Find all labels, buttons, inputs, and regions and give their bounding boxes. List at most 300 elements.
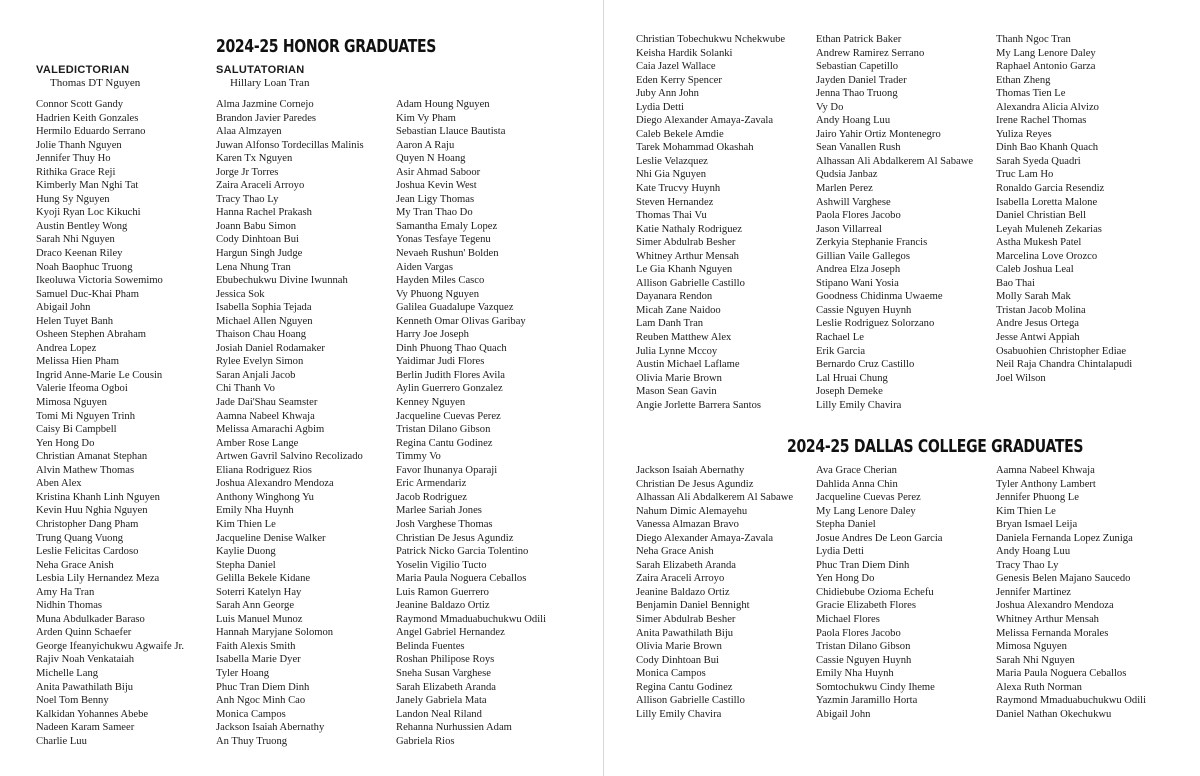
graduate-name: Ava Grace Cherian — [816, 465, 897, 476]
graduate-name: Lilly Emily Chavira — [636, 708, 722, 720]
graduate-name: Rajiv Noah Venkataiah — [36, 654, 135, 666]
graduate-name: Chidiebube Ozioma Echefu — [816, 586, 934, 598]
graduate-name: Michael Allen Nguyen — [216, 315, 313, 327]
graduate-name: Yen Hong Do — [36, 437, 95, 449]
graduate-name: Truc Lam Ho — [996, 169, 1054, 181]
graduate-name: An Thuy Truong — [216, 735, 288, 747]
graduate-name: Eden Kerry Spencer — [636, 74, 722, 86]
graduate-name: Hanna Rachel Prakash — [216, 207, 312, 219]
graduate-name: Jesse Antwi Appiah — [996, 332, 1080, 344]
graduate-name: Lydia Detti — [816, 546, 864, 558]
graduate-name: Alvin Mathew Thomas — [36, 464, 135, 476]
graduate-name: Jeanine Baldazo Ortiz — [636, 586, 730, 598]
graduate-name: Monica Campos — [216, 708, 286, 720]
graduate-name: Rachael Le — [816, 332, 864, 344]
graduate-name: Lam Danh Tran — [636, 318, 704, 330]
graduate-name: Jayden Daniel Trader — [816, 74, 907, 86]
graduate-name: Samuel Duc-Khai Pham — [36, 288, 139, 300]
graduate-name: Aaron A Raju — [396, 139, 455, 151]
graduate-name: Joel Wilson — [996, 372, 1046, 384]
graduate-name: Samantha Emaly Lopez — [396, 220, 498, 232]
graduate-name: Mimosa Nguyen — [36, 397, 107, 409]
graduate-name: Draco Keenan Riley — [36, 248, 123, 260]
graduate-name: Katie Nathaly Rodriguez — [636, 223, 742, 235]
graduate-name: Melissa Hien Pham — [36, 356, 119, 368]
graduate-name: Isabella Sophia Tejada — [216, 302, 312, 314]
graduate-name: My Lang Lenore Daley — [816, 505, 916, 517]
graduate-name: Maria Paula Noguera Ceballos — [396, 573, 527, 585]
graduate-name: Qudsia Janbaz — [816, 169, 878, 181]
graduate-name: Nidhin Thomas — [36, 600, 103, 612]
graduate-name: Kyoji Ryan Loc Kikuchi — [36, 207, 141, 219]
graduate-name: Abigail John — [816, 708, 871, 720]
graduate-name: Galilea Guadalupe Vazquez — [396, 302, 514, 314]
graduate-name: Ebubechukwu Divine Iwunnah — [216, 275, 348, 287]
honor-column-2 — [216, 98, 401, 748]
salutatorian-label: SALUTATORIAN — [216, 64, 305, 76]
honor-column-5 — [816, 33, 1001, 412]
graduate-name: Harry Joe Joseph — [396, 329, 469, 341]
graduate-name: Keisha Hardik Solanki — [636, 47, 733, 59]
graduate-name: Sean Vanallen Rush — [816, 142, 901, 154]
graduate-name: Hayden Miles Casco — [396, 275, 485, 287]
graduate-name: Daniel Christian Bell — [996, 210, 1087, 222]
dallas-college-graduates-heading: 2024-25 DALLAS COLLEGE GRADUATES — [787, 436, 1084, 457]
graduate-name: Yaidimar Judi Flores — [396, 356, 485, 368]
graduate-name: Jorge Jr Torres — [216, 166, 279, 178]
honor-column-6 — [996, 33, 1181, 385]
graduate-name: Daniel Nathan Okechukwu — [996, 708, 1112, 720]
graduate-name: Raphael Antonio Garza — [996, 61, 1096, 73]
graduate-name: Whitney Arthur Mensah — [636, 250, 739, 262]
graduate-name: Valerie Ifeoma Ogboi — [36, 383, 128, 395]
graduate-name: Zaira Araceli Arroyo — [216, 180, 305, 192]
graduate-name: Emily Nha Huynh — [216, 505, 294, 517]
graduate-name: Andrew Ramirez Serrano — [816, 47, 925, 59]
graduate-name: Thomas Thai Vu — [636, 210, 707, 222]
graduate-name: Landon Neal Riland — [396, 708, 482, 720]
graduate-name: Eric Armendariz — [396, 478, 467, 490]
graduate-name: Angie Jorlette Barrera Santos — [636, 399, 762, 411]
graduate-name: Stipano Wani Yosia — [816, 277, 899, 289]
graduate-name: Sarah Syeda Quadri — [996, 155, 1081, 167]
graduate-name: Jacqueline Denise Walker — [216, 532, 326, 544]
graduate-name: Christian Tobechukwu Nchekwube — [636, 34, 786, 45]
graduate-name: Molly Sarah Mak — [996, 291, 1071, 303]
graduate-name: Yoselin Vigilio Tucto — [396, 559, 487, 571]
graduate-name: Lesbia Lily Hernandez Meza — [36, 573, 160, 585]
graduate-name: Jennifer Phuong Le — [996, 492, 1079, 504]
graduate-name: Melissa Fernanda Morales — [996, 627, 1109, 639]
graduate-name: Alma Jazmine Cornejo — [216, 99, 314, 110]
graduate-name: Stepha Daniel — [816, 519, 876, 531]
graduate-name: Kevin Huu Nghia Nguyen — [36, 505, 148, 517]
graduate-name: Arden Quinn Schaefer — [36, 627, 132, 639]
graduate-name: Raymond Mmaduabuchukwu Odili — [396, 613, 547, 625]
graduate-name: Gillian Vaile Gallegos — [816, 250, 910, 262]
graduate-name: Aamna Nabeel Khwaja — [996, 465, 1095, 476]
graduate-name: Tyler Anthony Lambert — [996, 478, 1096, 490]
salutatorian-block — [216, 64, 401, 89]
graduate-name: Jade Dai'Shau Seamster — [216, 397, 318, 409]
graduate-name: Erik Garcia — [816, 345, 866, 357]
graduate-name: Alaa Almzayen — [216, 126, 282, 138]
graduate-name: Aiden Vargas — [396, 261, 453, 273]
graduate-name: Phuc Tran Diem Dinh — [216, 681, 310, 693]
salutatorian-name: Hillary Loan Tran — [230, 77, 310, 89]
graduate-name: Diego Alexander Amaya-Zavala — [636, 115, 774, 127]
graduate-name: Charlie Luu — [36, 735, 87, 747]
graduate-name: Juby Ann John — [636, 88, 699, 100]
valedictorian-label: VALEDICTORIAN — [36, 64, 130, 76]
dallas-column-3 — [996, 464, 1181, 721]
valedictorian-name: Thomas DT Nguyen — [50, 77, 141, 89]
graduate-name: Ronaldo Garcia Resendiz — [996, 183, 1105, 195]
graduate-name: George Ifeanyichukwu Agwaife Jr. — [36, 640, 185, 652]
graduate-name: Lilly Emily Chavira — [816, 399, 902, 411]
graduate-name: Ethan Zheng — [996, 74, 1051, 86]
graduate-name: Melissa Amarachi Agbim — [216, 424, 325, 436]
graduate-name: Kate Trucvy Huynh — [636, 183, 721, 195]
graduate-name: Sarah Nhi Nguyen — [36, 234, 115, 246]
graduate-name: Faith Alexis Smith — [216, 640, 296, 652]
graduate-name: Jason Villarreal — [816, 223, 882, 235]
graduate-name: Astha Mukesh Patel — [996, 237, 1082, 249]
graduate-name: Olivia Marie Brown — [636, 372, 722, 384]
graduate-name: Sarah Elizabeth Aranda — [636, 559, 737, 571]
graduate-name: Jacob Rodriguez — [396, 491, 467, 503]
graduate-name: Trung Quang Vuong — [36, 532, 124, 544]
graduate-name: Ethan Patrick Baker — [816, 34, 902, 45]
graduate-name: Tarek Mohammad Okashah — [636, 142, 754, 154]
graduate-name: Thomas Tien Le — [996, 88, 1066, 100]
graduate-name: Alexa Ruth Norman — [996, 681, 1082, 693]
graduate-name: Diego Alexander Amaya-Zavala — [636, 532, 774, 544]
graduate-name: Austin Michael Laflame — [636, 359, 740, 371]
graduate-name: Cody Dinhtoan Bui — [216, 234, 299, 246]
graduate-name: Dinh Phuong Thao Quach — [396, 342, 507, 354]
graduate-name: Allison Gabrielle Castillo — [636, 695, 745, 707]
graduate-name: Cassie Nguyen Huynh — [816, 654, 912, 666]
graduate-name: Mimosa Nguyen — [996, 641, 1067, 653]
graduate-name: Leslie Felicitas Cardoso — [36, 546, 139, 558]
graduate-name: Gelilla Bekele Kidane — [216, 573, 311, 585]
graduate-name: Ingrid Anne-Marie Le Cousin — [36, 369, 163, 381]
graduate-name: Raymond Mmaduabuchukwu Odili — [996, 695, 1147, 707]
graduate-name: Roshan Philipose Roys — [396, 654, 495, 666]
graduate-name: Tomi Mi Nguyen Trinh — [36, 410, 136, 422]
graduate-name: Phuc Tran Diem Dinh — [816, 559, 910, 571]
graduate-name: Paola Flores Jacobo — [816, 210, 901, 222]
graduate-name: Jairo Yahir Ortiz Montenegro — [816, 128, 941, 140]
graduate-name: Bernardo Cruz Castillo — [816, 359, 915, 371]
graduate-name: Josiah Daniel Rodamaker — [216, 342, 325, 354]
graduate-name: Lal Hruai Chung — [816, 372, 888, 384]
graduate-name: Maria Paula Noguera Ceballos — [996, 668, 1127, 680]
graduate-name: Daniela Fernanda Lopez Zuniga — [996, 532, 1133, 544]
graduate-name: Hannah Maryjane Solomon — [216, 627, 334, 639]
graduate-name: Neha Grace Anish — [636, 546, 714, 558]
graduate-name: Allison Gabrielle Castillo — [636, 277, 745, 289]
graduate-name: Andy Hoang Luu — [996, 546, 1071, 558]
graduate-name: Connor Scott Gandy — [36, 99, 124, 110]
graduate-name: Neha Grace Anish — [36, 559, 114, 571]
graduate-name: Anita Pawathilath Biju — [636, 627, 734, 639]
graduate-name: Jackson Isaiah Abernathy — [216, 722, 325, 734]
graduate-name: Isabella Loretta Malone — [996, 196, 1098, 208]
honor-column-3 — [396, 98, 581, 748]
graduate-name: Osabuohien Christopher Ediae — [996, 345, 1127, 357]
graduate-name: Anthony Winghong Yu — [216, 491, 314, 503]
graduate-name: Janely Gabriela Mata — [396, 695, 487, 707]
graduate-name: Caia Jazel Wallace — [636, 61, 716, 73]
graduate-name: Yonas Tesfaye Tegenu — [396, 234, 491, 246]
graduate-name: My Tran Thao Do — [396, 207, 473, 219]
dallas-column-2 — [816, 464, 1001, 721]
graduate-name: Sebastian Capetillo — [816, 61, 899, 73]
graduate-name: Hung Sy Nguyen — [36, 193, 110, 205]
graduate-name: Jacqueline Cuevas Perez — [816, 492, 921, 504]
graduate-name: Berlin Judith Flores Avila — [396, 369, 505, 381]
graduate-name: Vy Do — [816, 101, 844, 113]
graduate-name: Joann Babu Simon — [216, 220, 297, 232]
graduate-name: Jennifer Thuy Ho — [36, 153, 111, 165]
graduate-name: Bryan Ismael Leija — [996, 519, 1078, 531]
graduate-name: Kaylie Duong — [216, 546, 276, 558]
graduate-name: Asir Ahmad Saboor — [396, 166, 481, 178]
graduate-name: Zerkyia Stephanie Francis — [816, 237, 928, 249]
graduate-name: Ashwill Varghese — [816, 196, 891, 208]
graduate-name: Andre Jesus Ortega — [996, 318, 1079, 330]
graduate-name: Amy Ha Tran — [36, 586, 95, 598]
graduate-name: Kenneth Omar Olivas Garibay — [396, 315, 526, 327]
graduate-name: Micah Zane Naidoo — [636, 304, 721, 316]
graduate-name: Jacqueline Cuevas Perez — [396, 410, 501, 422]
graduate-name: Simer Abdulrab Besher — [636, 237, 736, 249]
graduate-name: Amber Rose Lange — [216, 437, 299, 449]
graduate-name: Hermilo Eduardo Serrano — [36, 126, 146, 138]
graduate-name: Paola Flores Jacobo — [816, 627, 901, 639]
graduate-name: Saran Anjali Jacob — [216, 369, 296, 381]
graduate-name: My Lang Lenore Daley — [996, 47, 1096, 59]
graduate-name: Anh Ngoc Minh Cao — [216, 695, 306, 707]
graduate-name: Mason Sean Gavin — [636, 386, 717, 398]
graduate-name: Bao Thai — [996, 277, 1035, 289]
graduate-name: Rithika Grace Reji — [36, 166, 116, 178]
graduate-name: Somtochukwu Cindy Iheme — [816, 681, 935, 693]
graduate-name: Vanessa Almazan Bravo — [636, 519, 739, 531]
dallas-column-1 — [636, 464, 821, 721]
graduate-name: Adam Houng Nguyen — [396, 99, 490, 110]
graduate-name: Genesis Belen Majano Saucedo — [996, 573, 1131, 585]
graduate-name: Lydia Detti — [636, 101, 684, 113]
graduate-name: Christian Amanat Stephan — [36, 451, 148, 463]
graduate-name: Simer Abdulrab Besher — [636, 614, 736, 626]
graduate-name: Emily Nha Huynh — [816, 668, 894, 680]
graduate-name: Jean Ligy Thomas — [396, 193, 475, 205]
graduate-name: Kenney Nguyen — [396, 397, 466, 409]
graduate-name: Steven Hernandez — [636, 196, 714, 208]
graduate-name: Rehanna Nurhussien Adam — [396, 722, 512, 734]
graduate-name: Luis Manuel Munoz — [216, 613, 303, 625]
graduate-name: Joshua Alexandro Mendoza — [216, 478, 334, 490]
graduate-name: Kimberly Man Nghi Tat — [36, 180, 139, 192]
graduate-name: Soterri Katelyn Hay — [216, 586, 302, 598]
graduate-name: Jeanine Baldazo Ortiz — [396, 600, 490, 612]
graduate-name: Artwen Gavril Salvino Recolizado — [216, 451, 363, 463]
graduate-name: Marlee Sariah Jones — [396, 505, 482, 517]
graduate-name: Alhassan Ali Abdalkerem Al Sabawe — [636, 492, 794, 504]
graduate-name: Kim Thien Le — [216, 518, 276, 530]
graduate-name: Joshua Kevin West — [396, 180, 477, 192]
graduate-name: Yen Hong Do — [816, 573, 875, 585]
graduate-name: Caisy Bi Campbell — [36, 424, 117, 436]
graduate-name: Jolie Thanh Nguyen — [36, 139, 122, 151]
graduate-name: Reuben Matthew Alex — [636, 332, 732, 344]
graduate-name: Nadeen Karam Sameer — [36, 722, 135, 734]
graduate-name: Whitney Arthur Mensah — [996, 614, 1099, 626]
graduate-name: Irene Rachel Thomas — [996, 115, 1087, 127]
graduate-name: Alhassan Ali Abdalkerem Al Sabawe — [816, 155, 974, 167]
graduate-name: Michael Flores — [816, 614, 880, 626]
graduate-name: Patrick Nicko Garcia Tolentino — [396, 546, 529, 558]
graduate-name: Osheen Stephen Abraham — [36, 329, 147, 341]
graduate-name: Hadrien Keith Gonzales — [36, 112, 139, 124]
graduate-name: Rylee Evelyn Simon — [216, 356, 304, 368]
graduate-name: Jackson Isaiah Abernathy — [636, 465, 745, 476]
graduate-name: Aben Alex — [36, 478, 82, 490]
graduate-name: Angel Gabriel Hernandez — [396, 627, 505, 639]
graduate-name: Gracie Elizabeth Flores — [816, 600, 917, 612]
page-divider — [603, 0, 604, 776]
graduate-name: Andy Hoang Luu — [816, 115, 891, 127]
graduate-name: Yuliza Reyes — [996, 128, 1052, 140]
graduate-name: Dayanara Rendon — [636, 291, 713, 303]
graduate-name: Regina Cantu Godinez — [636, 681, 733, 693]
graduate-name: Karen Tx Nguyen — [216, 153, 293, 165]
graduate-name: Marcelina Love Orozco — [996, 250, 1098, 262]
graduate-name: Anita Pawathilath Biju — [36, 681, 134, 693]
graduate-name: Neil Raja Chandra Chintalapudi — [996, 359, 1133, 371]
graduate-name: Juwan Alfonso Tordecillas Malinis — [216, 139, 364, 151]
graduate-name: Nahum Dimic Alemayehu — [636, 505, 748, 517]
graduate-name: Cody Dinhtoan Bui — [636, 654, 719, 666]
graduate-name: Chi Thanh Vo — [216, 383, 275, 395]
valedictorian-block — [36, 64, 221, 89]
graduate-name: Yazmin Jaramillo Horta — [816, 695, 918, 707]
graduate-name: Abigail John — [36, 302, 91, 314]
graduate-name: Austin Bentley Wong — [36, 220, 128, 232]
graduate-name: Joshua Alexandro Mendoza — [996, 600, 1114, 612]
graduate-name: Stepha Daniel — [216, 559, 276, 571]
graduate-name: Leslie Rodriguez Solorzano — [816, 318, 935, 330]
graduate-name: Kim Thien Le — [996, 505, 1056, 517]
graduate-name: Tristan Jacob Molina — [996, 304, 1086, 316]
graduate-name: Dahlida Anna Chin — [816, 478, 898, 490]
graduate-name: Ikeoluwa Victoria Sowemimo — [36, 275, 163, 287]
graduate-name: Gabriela Rios — [396, 735, 455, 747]
graduate-name: Michelle Lang — [36, 667, 99, 679]
graduate-name: Timmy Vo — [396, 451, 441, 463]
graduate-name: Noah Baophuc Truong — [36, 261, 133, 273]
graduate-name: Favor Ihunanya Oparaji — [396, 464, 498, 476]
honor-column-4 — [636, 33, 821, 412]
graduate-name: Sarah Nhi Nguyen — [996, 654, 1075, 666]
graduate-name: Aamna Nabeel Khwaja — [216, 410, 315, 422]
graduate-name: Tyler Hoang — [216, 667, 270, 679]
graduate-name: Thanh Ngoc Tran — [996, 34, 1071, 45]
graduate-name: Thaison Chau Hoang — [216, 329, 307, 341]
graduate-name: Helen Tuyet Banh — [36, 315, 114, 327]
graduate-name: Jenna Thao Truong — [816, 88, 898, 100]
graduate-name: Le Gia Khanh Nguyen — [636, 264, 733, 276]
graduate-name: Tristan Dilano Gibson — [396, 424, 491, 436]
graduate-name: Caleb Joshua Leal — [996, 264, 1074, 276]
graduate-name: Muna Abdulkader Baraso — [36, 613, 145, 625]
graduate-name: Lena Nhung Tran — [216, 261, 291, 273]
graduate-name: Leyah Muleneh Zekarias — [996, 223, 1102, 235]
graduate-name: Christopher Dang Pham — [36, 518, 139, 530]
graduate-name: Julia Lynne Mccoy — [636, 345, 718, 357]
graduate-name: Vy Phuong Nguyen — [396, 288, 479, 300]
graduate-name: Luis Ramon Guerrero — [396, 586, 489, 598]
graduate-name: Kalkidan Yohannes Abebe — [36, 708, 149, 720]
graduate-name: Christian De Jesus Agundiz — [396, 532, 514, 544]
graduate-name: Quyen N Hoang — [396, 153, 466, 165]
graduate-name: Zaira Araceli Arroyo — [636, 573, 725, 585]
graduate-name: Nevaeh Rushun' Bolden — [396, 248, 499, 260]
graduate-name: Jessica Sok — [216, 288, 265, 300]
graduate-name: Tracy Thao Ly — [996, 559, 1059, 571]
graduate-name: Sarah Ann George — [216, 600, 295, 612]
graduate-name: Olivia Marie Brown — [636, 641, 722, 653]
graduate-name: Christian De Jesus Agundiz — [636, 478, 754, 490]
graduate-name: Sarah Elizabeth Aranda — [396, 681, 497, 693]
graduate-name: Dinh Bao Khanh Quach — [996, 142, 1099, 154]
graduate-name: Cassie Nguyen Huynh — [816, 304, 912, 316]
graduate-name: Monica Campos — [636, 668, 706, 680]
graduate-name: Isabella Marie Dyer — [216, 654, 301, 666]
graduate-name: Tristan Dilano Gibson — [816, 641, 911, 653]
graduate-name: Sneha Susan Varghese — [396, 667, 491, 679]
graduate-name: Caleb Bekele Amdie — [636, 128, 724, 140]
honor-column-1 — [36, 98, 221, 748]
graduate-name: Goodness Chidinma Uwaeme — [816, 291, 943, 303]
graduate-name: Josh Varghese Thomas — [396, 518, 493, 530]
graduate-name: Hargun Singh Judge — [216, 248, 303, 260]
graduate-name: Aylin Guerrero Gonzalez — [396, 383, 503, 395]
graduate-name: Marlen Perez — [816, 183, 873, 195]
graduate-name: Andrea Lopez — [36, 342, 97, 354]
graduate-name: Sebastian Llauce Bautista — [396, 126, 506, 138]
graduate-name: Eliana Rodriguez Rios — [216, 464, 312, 476]
graduate-name: Kristina Khanh Linh Nguyen — [36, 491, 160, 503]
graduate-name: Regina Cantu Godinez — [396, 437, 493, 449]
honor-graduates-heading: 2024-25 HONOR GRADUATES — [216, 36, 437, 57]
graduate-name: Andrea Elza Joseph — [816, 264, 901, 276]
graduate-name: Belinda Fuentes — [396, 640, 465, 652]
graduate-name: Tracy Thao Ly — [216, 193, 279, 205]
graduate-name: Noel Tom Benny — [36, 695, 109, 707]
graduate-name: Jennifer Martinez — [996, 586, 1072, 598]
graduate-name: Josue Andres De Leon Garcia — [816, 532, 943, 544]
graduate-name: Nhi Gia Nguyen — [636, 169, 707, 181]
graduate-name: Benjamin Daniel Bennight — [636, 600, 750, 612]
graduate-name: Alexandra Alicia Alvizo — [996, 101, 1099, 113]
graduate-name: Kim Vy Pham — [396, 112, 456, 124]
graduate-name: Brandon Javier Paredes — [216, 112, 317, 124]
graduate-name: Leslie Velazquez — [636, 155, 708, 167]
